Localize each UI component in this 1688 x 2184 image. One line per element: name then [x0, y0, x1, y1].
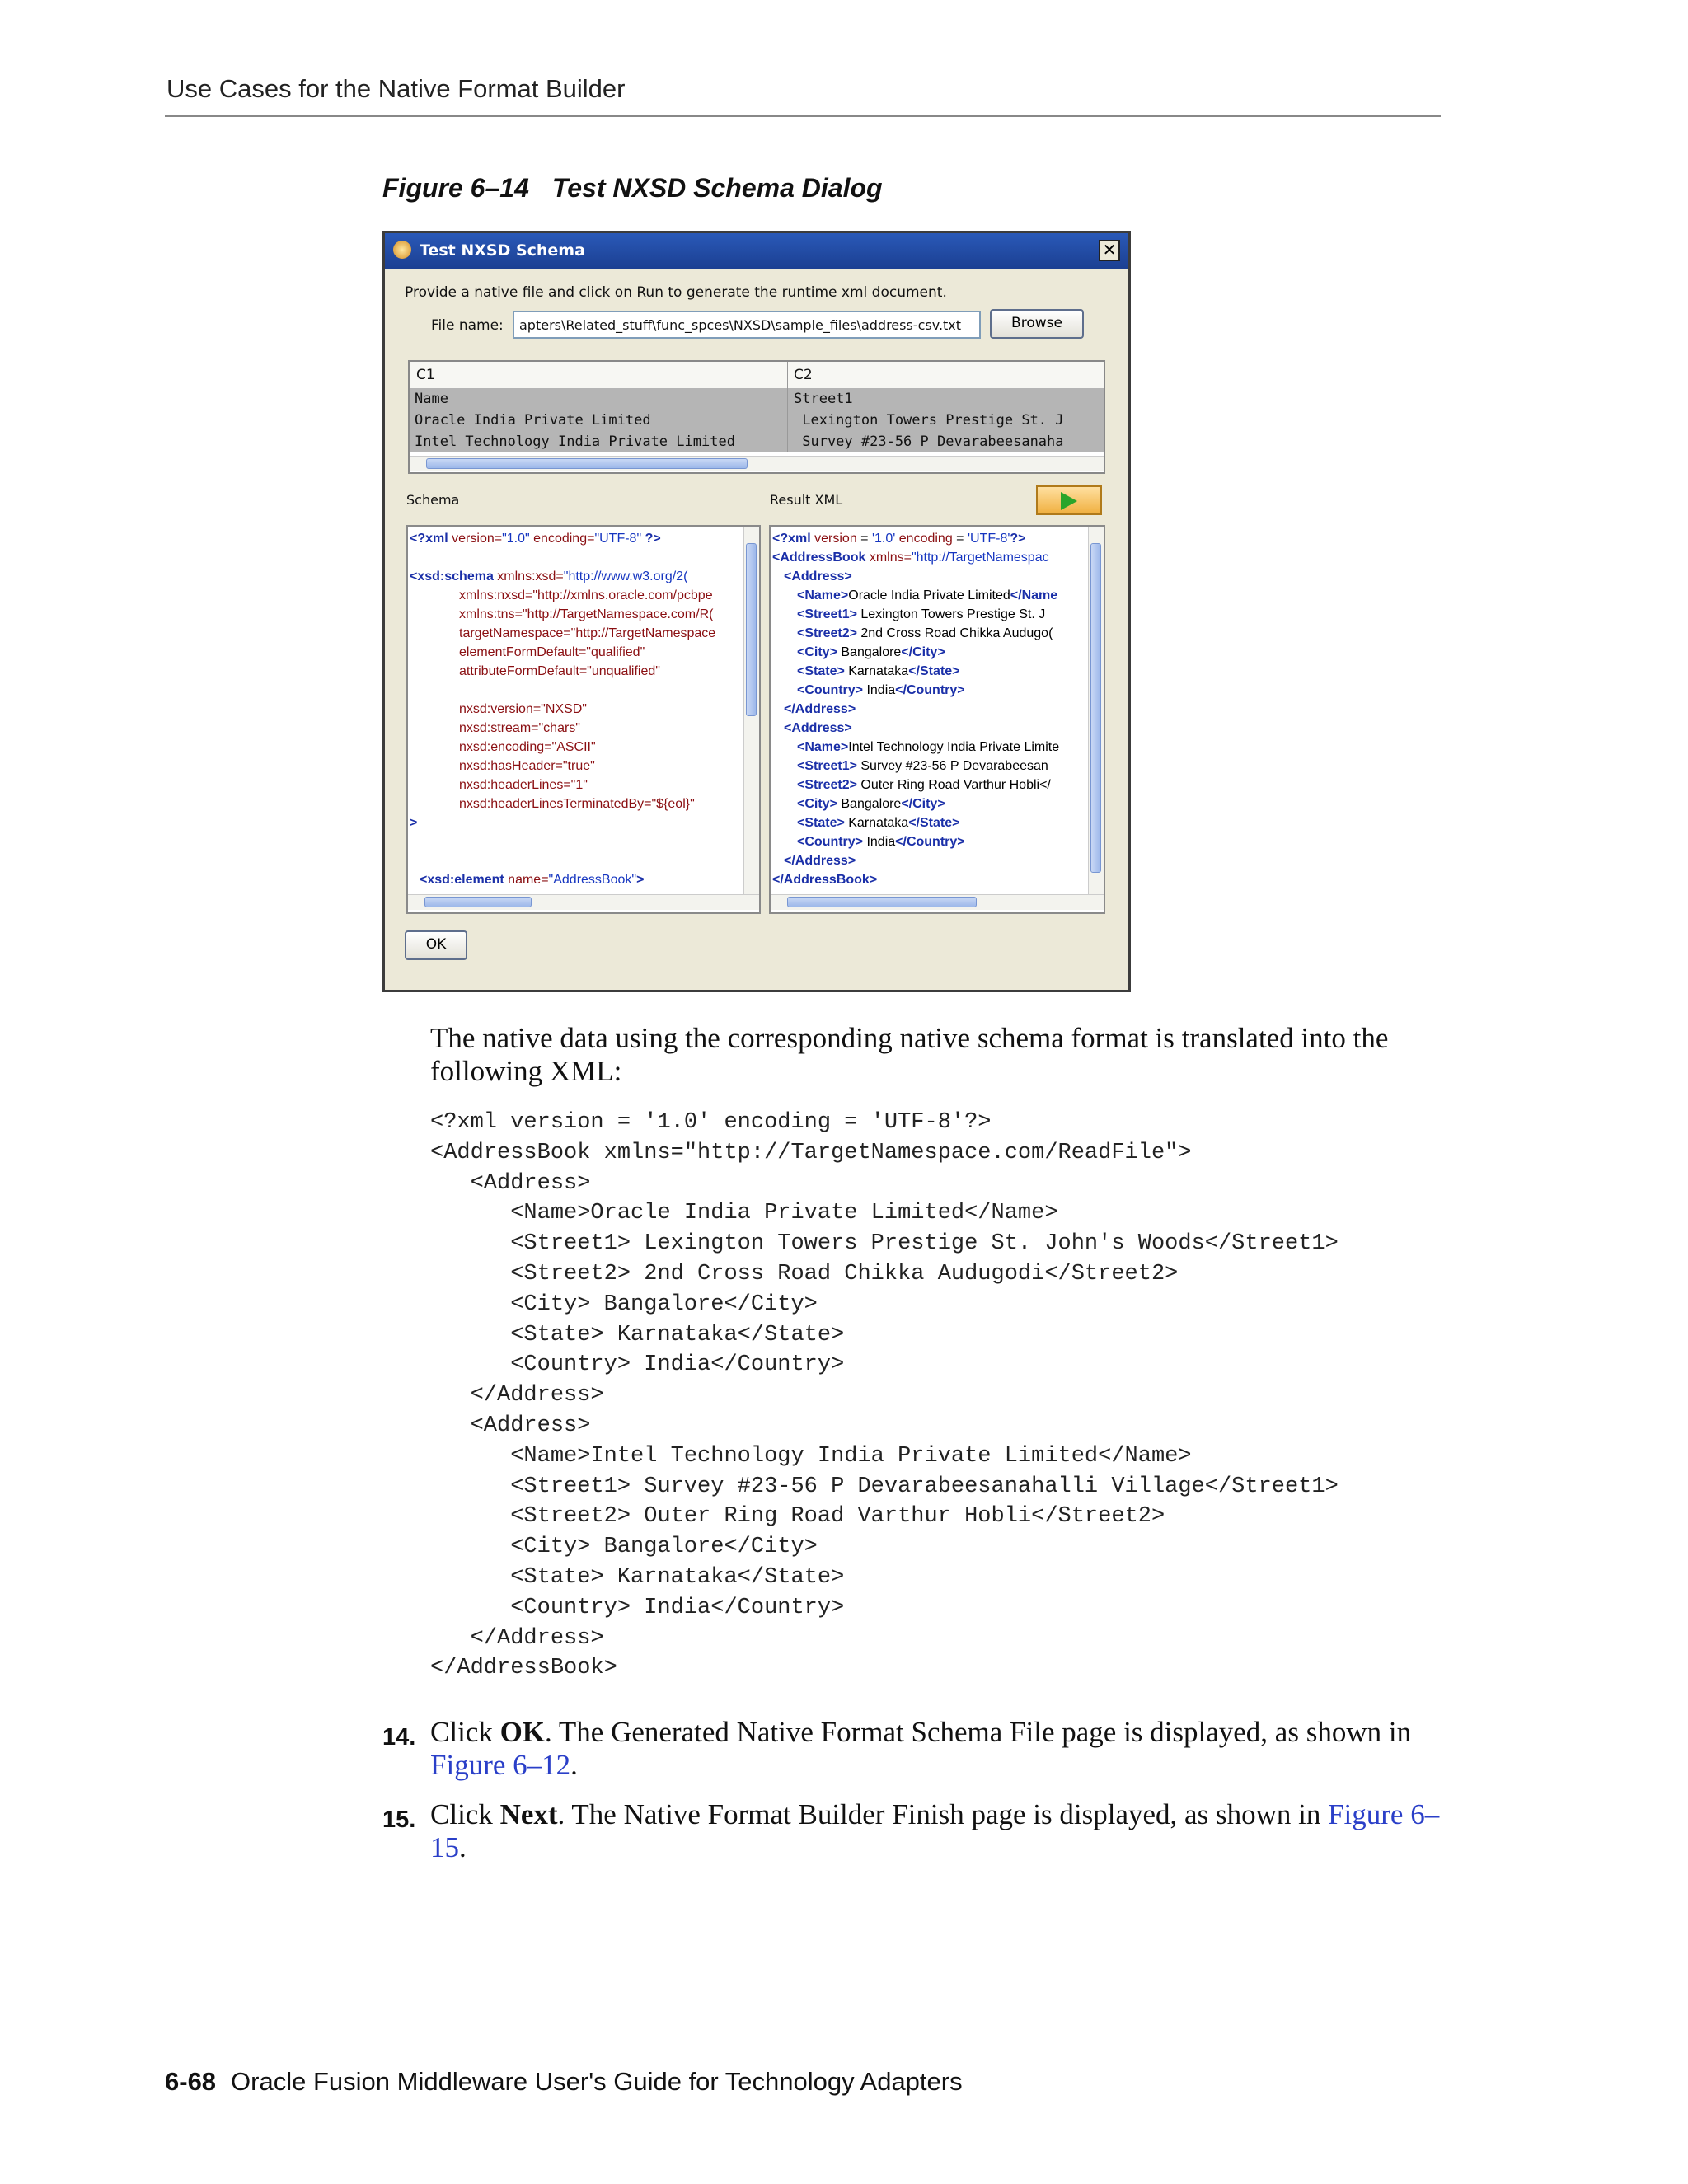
- java-cup-icon: [393, 241, 411, 259]
- code-line: <Address>: [430, 1170, 591, 1196]
- result-line: <?xml version = '1.0' encoding = 'UTF-8'?>: [772, 532, 1026, 546]
- result-line: <Country> India</Country>: [797, 835, 965, 849]
- code-line: <Address>: [430, 1413, 591, 1438]
- result-line: </Address>: [784, 702, 856, 716]
- step-text-end: .: [570, 1749, 578, 1781]
- result-vertical-scrollbar[interactable]: [1088, 527, 1104, 894]
- page-footer: [165, 2067, 963, 2097]
- step-text-post: . The Native Format Builder Finish page is displayed, as shown in: [557, 1798, 1329, 1830]
- header-rule: [165, 115, 1441, 117]
- play-icon: [1061, 492, 1077, 510]
- step-text-post: . The Generated Native Format Schema File page is displayed, as shown in: [545, 1716, 1412, 1748]
- close-icon[interactable]: ✕: [1099, 240, 1120, 261]
- code-line: <Street2> Outer Ring Road Varthur Hobli</Street2>: [430, 1504, 1165, 1530]
- result-xml-label: Result XML: [770, 492, 843, 508]
- grid-cell: Intel Technology India Private Limited: [415, 434, 735, 450]
- figure-number: Figure 6–14: [382, 173, 529, 203]
- result-line: </AddressBook>: [772, 873, 878, 887]
- figure-link[interactable]: Figure 6–12: [430, 1749, 571, 1781]
- native-data-grid: [408, 360, 1105, 474]
- schema-line: <?xml version="1.0" encoding="UTF-8" ?>: [410, 532, 661, 546]
- run-button[interactable]: [1036, 485, 1102, 515]
- code-line: </AddressBook>: [430, 1656, 617, 1681]
- schema-line: xmlns:nxsd="http://xmlns.oracle.com/pcbpe: [459, 588, 713, 602]
- browse-button[interactable]: Browse: [990, 309, 1084, 339]
- code-line: <Name>Intel Technology India Private Limited</Name>: [430, 1443, 1192, 1469]
- code-line: <Country> India</Country>: [430, 1595, 845, 1620]
- file-name-label: File name:: [431, 317, 504, 334]
- figure-link[interactable]: Figure 6–15: [430, 1798, 1440, 1863]
- test-nxsd-schema-dialog: [382, 231, 1131, 992]
- result-line: <Street2> 2nd Cross Road Chikka Audugo(: [797, 626, 1053, 640]
- figure-title: Test NXSD Schema Dialog: [551, 173, 883, 203]
- result-line: <Country> India</Country>: [797, 683, 965, 697]
- code-line: <Street1> Lexington Towers Prestige St. John's Woods</Street1>: [430, 1231, 1339, 1257]
- code-line: <City> Bangalore</City>: [430, 1535, 818, 1560]
- result-line: <Name>Intel Technology India Private Limite: [797, 740, 1060, 754]
- grid-horizontal-scrollbar[interactable]: [410, 456, 1104, 471]
- step-number: 15.: [382, 1807, 416, 1833]
- step-text: [430, 1716, 1452, 1782]
- schema-line: nxsd:headerLinesTerminatedBy="${eol}": [459, 797, 695, 811]
- file-name-input[interactable]: apters\Related_stuff\func_spces\NXSD\sample_files\address-csv.txt: [513, 311, 981, 339]
- schema-line: nxsd:encoding="ASCII": [459, 740, 596, 754]
- step-15: [0, 1798, 1688, 1872]
- result-line: <Street2> Outer Ring Road Varthur Hobli</: [797, 778, 1051, 792]
- result-line: <AddressBook xmlns="http://TargetNamespac: [772, 551, 1049, 565]
- scroll-thumb[interactable]: [424, 897, 532, 907]
- grid-cell: Oracle India Private Limited: [415, 412, 651, 429]
- step-text-end: .: [459, 1831, 467, 1863]
- grid-header-row: [410, 362, 1104, 389]
- grid-cell: Lexington Towers Prestige St. J: [794, 412, 1064, 429]
- book-title: Oracle Fusion Middleware User's Guide for Technology Adapters: [231, 2067, 963, 2096]
- result-line: <Street1> Lexington Towers Prestige St. J: [797, 607, 1046, 621]
- step-ui-term: Next: [499, 1798, 558, 1830]
- scroll-thumb[interactable]: [1090, 543, 1101, 873]
- schema-text-area[interactable]: [406, 525, 761, 914]
- grid-header-c1[interactable]: C1: [416, 367, 435, 383]
- code-line: <AddressBook xmlns="http://TargetNamespace.com/ReadFile">: [430, 1140, 1192, 1165]
- result-line: </Address>: [784, 854, 856, 868]
- figure-caption: [382, 173, 906, 204]
- code-line: <Street1> Survey #23-56 P Devarabeesanahalli Village</Street1>: [430, 1474, 1339, 1499]
- step-text-pre: Click: [430, 1798, 500, 1830]
- schema-line: elementFormDefault="qualified": [459, 645, 645, 659]
- schema-line: xmlns:tns="http://TargetNamespace.com/R(: [459, 607, 714, 621]
- schema-line: <xsd:schema xmlns:xsd="http://www.w3.org/2(: [410, 569, 688, 583]
- schema-line: attributeFormDefault="unqualified": [459, 664, 660, 678]
- grid-header-c2[interactable]: C2: [794, 367, 813, 383]
- result-line: <City> Bangalore</City>: [797, 645, 945, 659]
- code-line: <?xml version = '1.0' encoding = 'UTF-8'?>: [430, 1110, 992, 1135]
- result-horizontal-scrollbar[interactable]: [771, 894, 1104, 910]
- scroll-thumb[interactable]: [787, 897, 977, 907]
- result-line: <City> Bangalore</City>: [797, 797, 945, 811]
- code-line: </Address>: [430, 1383, 604, 1408]
- result-line: <State> Karnataka</State>: [797, 816, 960, 830]
- scroll-thumb[interactable]: [746, 543, 757, 716]
- code-line: <Name>Oracle India Private Limited</Name>: [430, 1201, 1058, 1226]
- instruction-text: Provide a native file and click on Run to generate the runtime xml document.: [405, 284, 947, 301]
- schema-line: <xsd:element name="AddressBook">: [420, 873, 645, 887]
- grid-cell: Survey #23-56 P Devarabeesanaha: [794, 434, 1064, 450]
- code-line: <Country> India</Country>: [430, 1352, 845, 1378]
- step-text: [430, 1798, 1452, 1864]
- code-line: </Address>: [430, 1625, 604, 1651]
- scroll-thumb[interactable]: [426, 458, 748, 469]
- step-ui-term: OK: [499, 1716, 546, 1748]
- code-line: <Street2> 2nd Cross Road Chikka Audugodi</Street2>: [430, 1261, 1179, 1286]
- schema-line: nxsd:headerLines="1": [459, 778, 588, 792]
- code-line: <State> Karnataka</State>: [430, 1564, 845, 1590]
- result-line: <Name>Oracle India Private Limited</Name: [797, 588, 1058, 602]
- schema-vertical-scrollbar[interactable]: [743, 527, 759, 894]
- result-xml-text-area[interactable]: [769, 525, 1105, 914]
- schema-line: targetNamespace="http://TargetNamespace: [459, 626, 716, 640]
- schema-line: nxsd:hasHeader="true": [459, 759, 595, 773]
- code-line: <City> Bangalore</City>: [430, 1291, 818, 1317]
- schema-line: >: [410, 816, 418, 830]
- result-line: <Address>: [784, 569, 852, 583]
- result-line: <State> Karnataka</State>: [797, 664, 960, 678]
- result-line: <Street1> Survey #23-56 P Devarabeesan: [797, 759, 1048, 773]
- result-line: <Address>: [784, 721, 852, 735]
- xml-code-block: [430, 1108, 1339, 1684]
- schema-label: Schema: [406, 492, 460, 508]
- step-number: 14.: [382, 1724, 416, 1750]
- schema-horizontal-scrollbar[interactable]: [408, 894, 759, 910]
- page-number: 6-68: [165, 2067, 217, 2096]
- step-14: [0, 1716, 1688, 1790]
- body-paragraph: The native data using the corresponding native schema format is translated into the following XML:: [430, 1022, 1389, 1087]
- running-header: Use Cases for the Native Format Builder: [166, 74, 626, 103]
- code-line: <State> Karnataka</State>: [430, 1322, 845, 1347]
- dialog-title: Test NXSD Schema: [420, 241, 585, 260]
- grid-cell: Street1: [794, 391, 853, 407]
- grid-cell: Name: [415, 391, 448, 407]
- step-text-pre: Click: [430, 1716, 500, 1748]
- schema-line: nxsd:version="NXSD": [459, 702, 587, 716]
- dialog-titlebar: [385, 233, 1128, 269]
- schema-line: nxsd:stream="chars": [459, 721, 580, 735]
- grid-column-divider: [787, 362, 788, 452]
- ok-button[interactable]: OK: [405, 930, 467, 960]
